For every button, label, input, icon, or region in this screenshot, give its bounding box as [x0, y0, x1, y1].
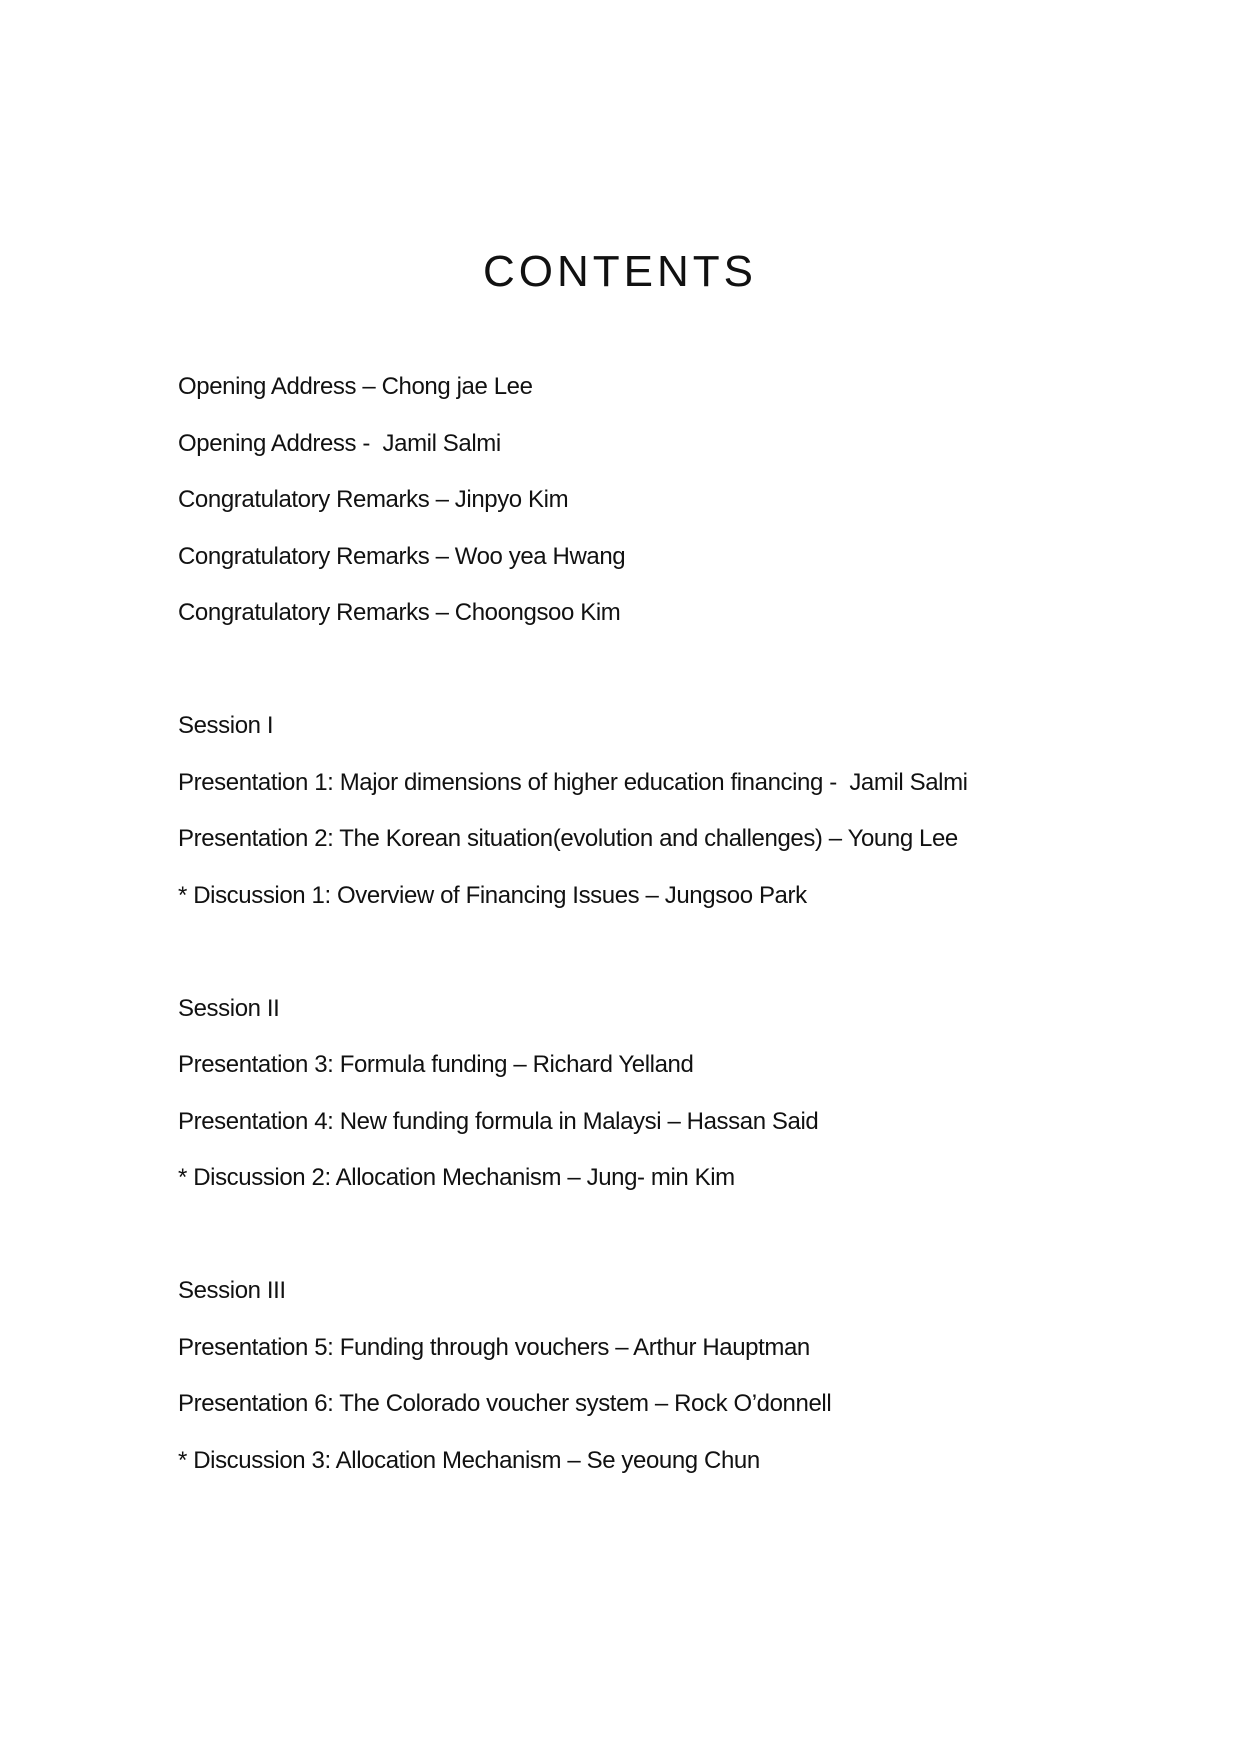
toc-entry: Congratulatory Remarks – Woo yea Hwang [178, 542, 626, 570]
toc-entry: Presentation 4: New funding formula in Malaysi – Hassan Said [178, 1107, 819, 1135]
spacer [178, 924, 1178, 981]
spacer [178, 1207, 1178, 1264]
page-title: CONTENTS [483, 247, 757, 297]
toc-entry: Congratulatory Remarks – Jinpyo Kim [178, 486, 569, 513]
session-heading: Session I [178, 712, 274, 739]
toc-entry: * Discussion 3: Allocation Mechanism – Se yeoung Chun [178, 1446, 760, 1474]
toc-entry: Presentation 6: The Colorado voucher system – Rock O’donnell [178, 1390, 832, 1417]
toc-entry: Opening Address – Chong jae Lee [178, 373, 533, 400]
toc-entry: Opening Address - Jamil Salmi [178, 429, 501, 457]
toc-entry: Presentation 3: Formula funding – Richard Yelland [178, 1051, 694, 1078]
session-heading: Session II [178, 994, 280, 1022]
session-heading: Session III [178, 1277, 286, 1304]
table-of-contents [178, 359, 1178, 1489]
toc-entry: * Discussion 1: Overview of Financing Issues – Jungsoo Park [178, 881, 807, 909]
spacer [178, 642, 1178, 699]
toc-entry: Presentation 5: Funding through vouchers – Arthur Hauptman [178, 1333, 810, 1361]
toc-entry: * Discussion 2: Allocation Mechanism – Jung- min Kim [178, 1164, 735, 1191]
toc-entry: Presentation 1: Major dimensions of higher education financing - Jamil Salmi [178, 768, 968, 796]
toc-entry: Congratulatory Remarks – Choongsoo Kim [178, 599, 621, 626]
toc-entry: Presentation 2: The Korean situation(evolution and challenges) – Young Lee [178, 825, 958, 852]
